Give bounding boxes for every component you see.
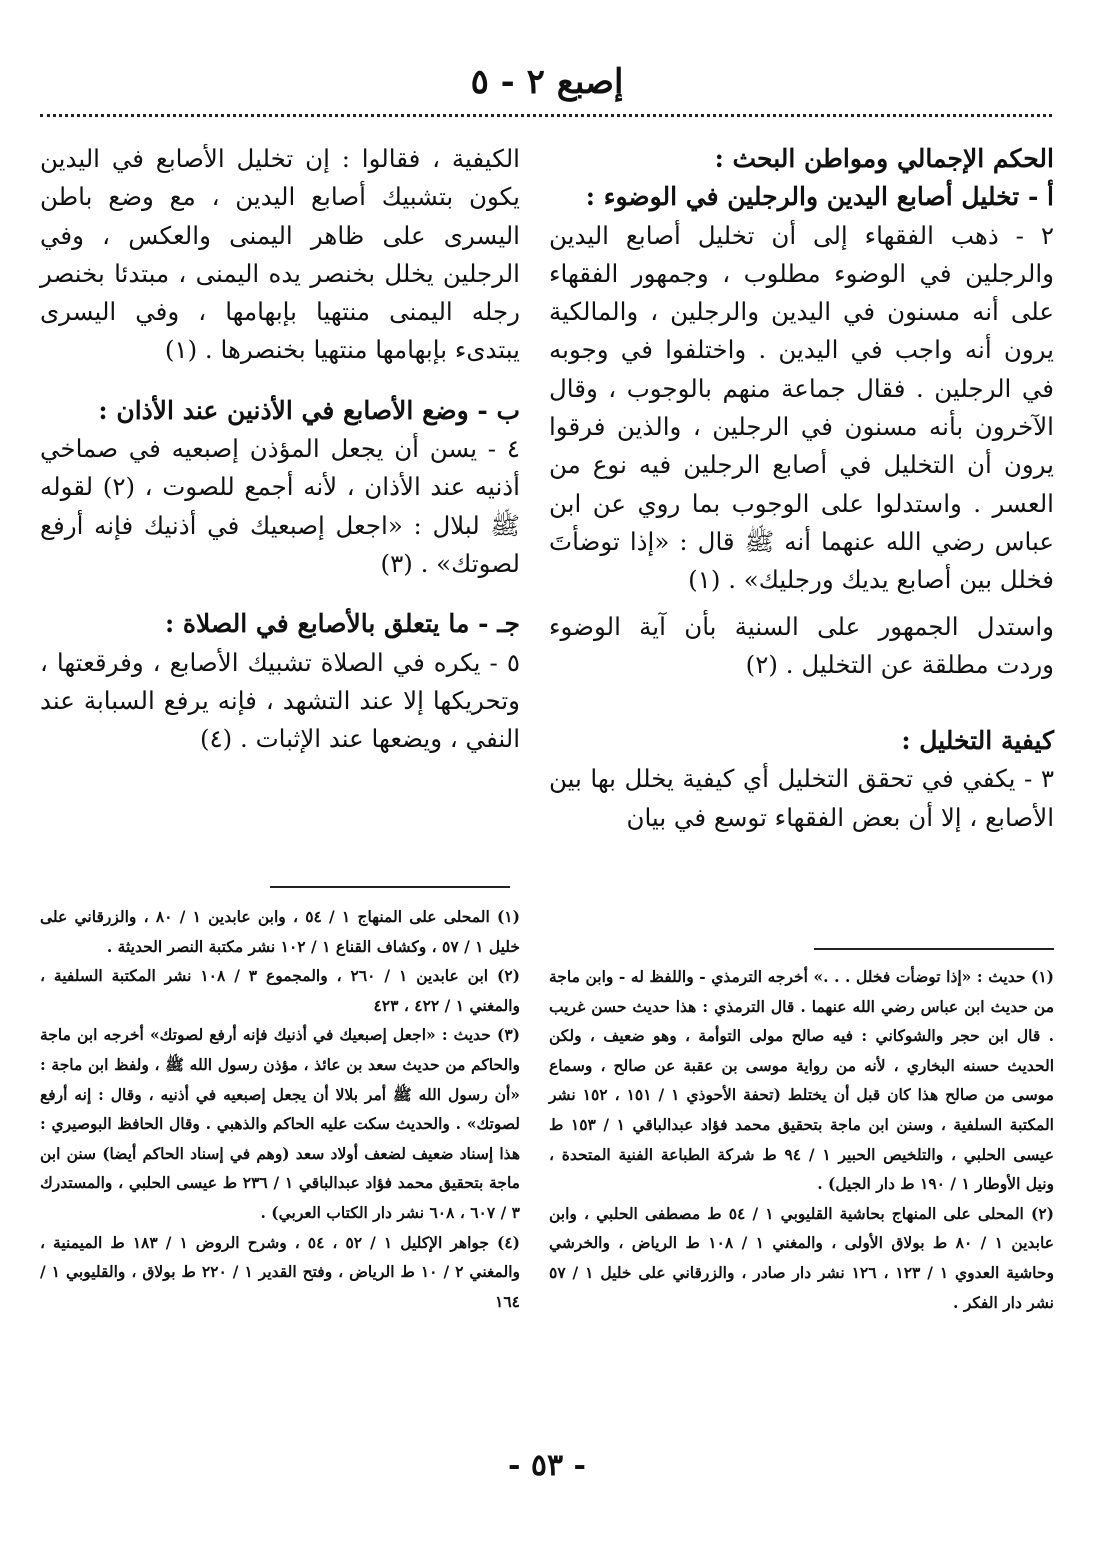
paragraph-2: ٢ - ذهب الفقهاء إلى أن تخليل أصابع اليدين والرجلين في الوضوء مطلوب ، وجمهور الفقهاء على أنه مسنون في اليدين والرجلين ، والمالكية يرون أنه واجب في اليدين . واختلفوا في وجوبه في الرجلين . فقال جماعة منهم بالوجوب ، وقال الآخرون بأنه مسنون في الرجلين ، والذين فرقوا يرون أن التخليل في أصابع الرجلين فيه نوع من العسر . واستدلوا على الوجوب بما روي عن ابن عباس رضي الله عنهما أنه ﷺ قال : «إذا توضأتَ فخلل بين أصابع يديك ورجليك» . (١) <box>549 220 1054 595</box>
subsection-heading-a: أ - تخليل أصابع اليدين والرجلين في الوضوء : <box>585 182 1054 212</box>
page-number: - ٥٣ - <box>507 1448 587 1483</box>
header-divider <box>40 114 1052 117</box>
footnote-separator-left <box>270 886 510 888</box>
paragraph-2-continued: واستدل الجمهور على السنية بأن آية الوضوء وردت مطلقة عن التخليل . (٢) <box>549 611 1054 679</box>
subsection-heading-c: جـ - ما يتعلق بالأصابع في الصلاة : <box>165 609 520 639</box>
paragraph-4: ٤ - يسن أن يجعل المؤذن إصبعيه في صماخي أذنيه عند الأذان ، لأنه أجمع للصوت ، (٢) لقوله ﷺ لبلال : «اجعل إصبعيك في أذنيك فإنه أرفع لصوتك» . (٣) <box>40 434 520 578</box>
footnotes-right <box>549 962 1054 1317</box>
subsection-heading-b: ب - وضع الأصابع في الأذنين عند الأذان : <box>98 395 520 425</box>
footnote: (٣) حديث : «اجعل إصبعيك في أذنيك فإنه أرفع لصوتك» أخرجه ابن ماجة والحاكم من حديث سعد بن عائذ ، مؤذن رسول الله ﷺ ، ولفظ ابن ماجة : «أن رسول الله ﷺ أمر بلالا أن يجعل إصبعيه في أذنيه ، وقال : إنه أرفع لصوتك» . والحديث سكت عليه الحاكم والذهبي . وقال الحافظ البوصيري : هذا إسناد ضعيف لضعف أولاد سعد (وهم في إسناد الحاكم أيضا) سنن ابن ماجة بتحقيق محمد فؤاد عبدالباقي ١ / ٢٣٦ ط عيسى الحلبي ، والمستدرك ٣ / ٦٠٧ ، ٦٠٨ نشر دار الكتاب العربي) . <box>40 1025 520 1222</box>
paragraph-3-continued: الكيفية ، فقالوا : إن تخليل الأصابع في اليدين يكون بتشبيك أصابع اليدين ، مع وضع باطن اليسرى على ظاهر اليمنى والعكس ، وفي الرجلين يخلل بخنصر يده اليمنى ، مبتدئا بخنصر رجله اليمنى منتهيا بإبهامها ، وفي اليسرى يبتدىء بإبهامها منتهيا بخنصرها . (١) <box>40 144 520 365</box>
subsection-heading-method: كيفية التخليل : <box>901 726 1054 756</box>
footnote-separator-right <box>814 948 1054 950</box>
right-column <box>549 140 1054 845</box>
footnotes-left <box>40 902 520 1316</box>
footnote: (٢) المحلى على المنهاج بحاشية القليوبي ١ / ٥٤ ط مصطفى الحلبي ، وابن عابدين ١ / ٨٠ ط بولاق الأولى ، والمغني ١ / ١٠٨ ط الرياض ، والخرشي وحاشية العدوي ١ / ١٢٣ ، ١٢٦ نشر دار صادر ، والزرقاني على خليل ١ / ٥٧ نشر دار الفكر . <box>549 1203 1054 1312</box>
footnote: (٢) ابن عابدين ١ / ٢٦٠ ، والمجموع ٣ / ١٠٨ نشر المكتبة السلفية ، والمغني ١ / ٤٢٢ ، ٤٢٣ <box>40 966 520 1015</box>
footnote: (١) حديث : «إذا توضأت فخلل . . .» أخرجه الترمذي - واللفظ له - وابن ماجة من حديث ابن عباس رضي الله عنهما . قال الترمذي : هذا حديث حسن غريب . قال ابن حجر والشوكاني : فيه صالح مولى التوأمة ، وهو ضعيف ، ولكن الحديث حسنه البخاري ، لأنه من رواية موسى بن عقبة عن صالح ، وسماع موسى من صالح هذا كان قبل أن يختلط (تحفة الأحوذي ١ / ١٥١ ، ١٥٢ نشر المكتبة السلفية ، وسنن ابن ماجة بتحقيق محمد فؤاد عبدالباقي ١ / ١٥٣ ط عيسى الحلبي ، والتلخيص الحبير ١ / ٩٤ ط شركة الطباعة الفنية المتحدة ، ونيل الأوطار ١ / ١٩٠ ط دار الجيل) . <box>549 967 1054 1194</box>
footnote: (١) المحلى على المنهاج ١ / ٥٤ ، وابن عابدين ١ / ٨٠ ، والزرقاني على خليل ١ / ٥٧ ، وكشاف القناع ١ / ١٠٢ نشر مكتبة النصر الحديثة . <box>40 907 520 956</box>
page-header: إصبع ٢ - ٥ <box>470 62 624 102</box>
left-column <box>40 140 520 766</box>
footnote: (٤) جواهر الإكليل ١ / ٥٢ ، ٥٤ ، وشرح الروض ١ / ١٨٣ ط الميمنية ، والمغني ٢ / ١٠ ط الرياض ، وفتح القدير ١ / ٢٢٠ ط بولاق ، والقليوبي ١ / ١٦٤ <box>40 1232 520 1311</box>
section-heading: الحكم الإجمالي ومواطن البحث : <box>714 144 1054 173</box>
paragraph-5: ٥ - يكره في الصلاة تشبيك الأصابع ، وفرقعتها ، وتحريكها إلا عند التشهد ، فإنه يرفع السبابة عند النفي ، ويضعها عند الإثبات . (٤) <box>40 647 520 754</box>
paragraph-3: ٣ - يكفي في تحقق التخليل أي كيفية يخلل بها بين الأصابع ، إلا أن بعض الفقهاء توسع في بيان <box>549 764 1054 832</box>
